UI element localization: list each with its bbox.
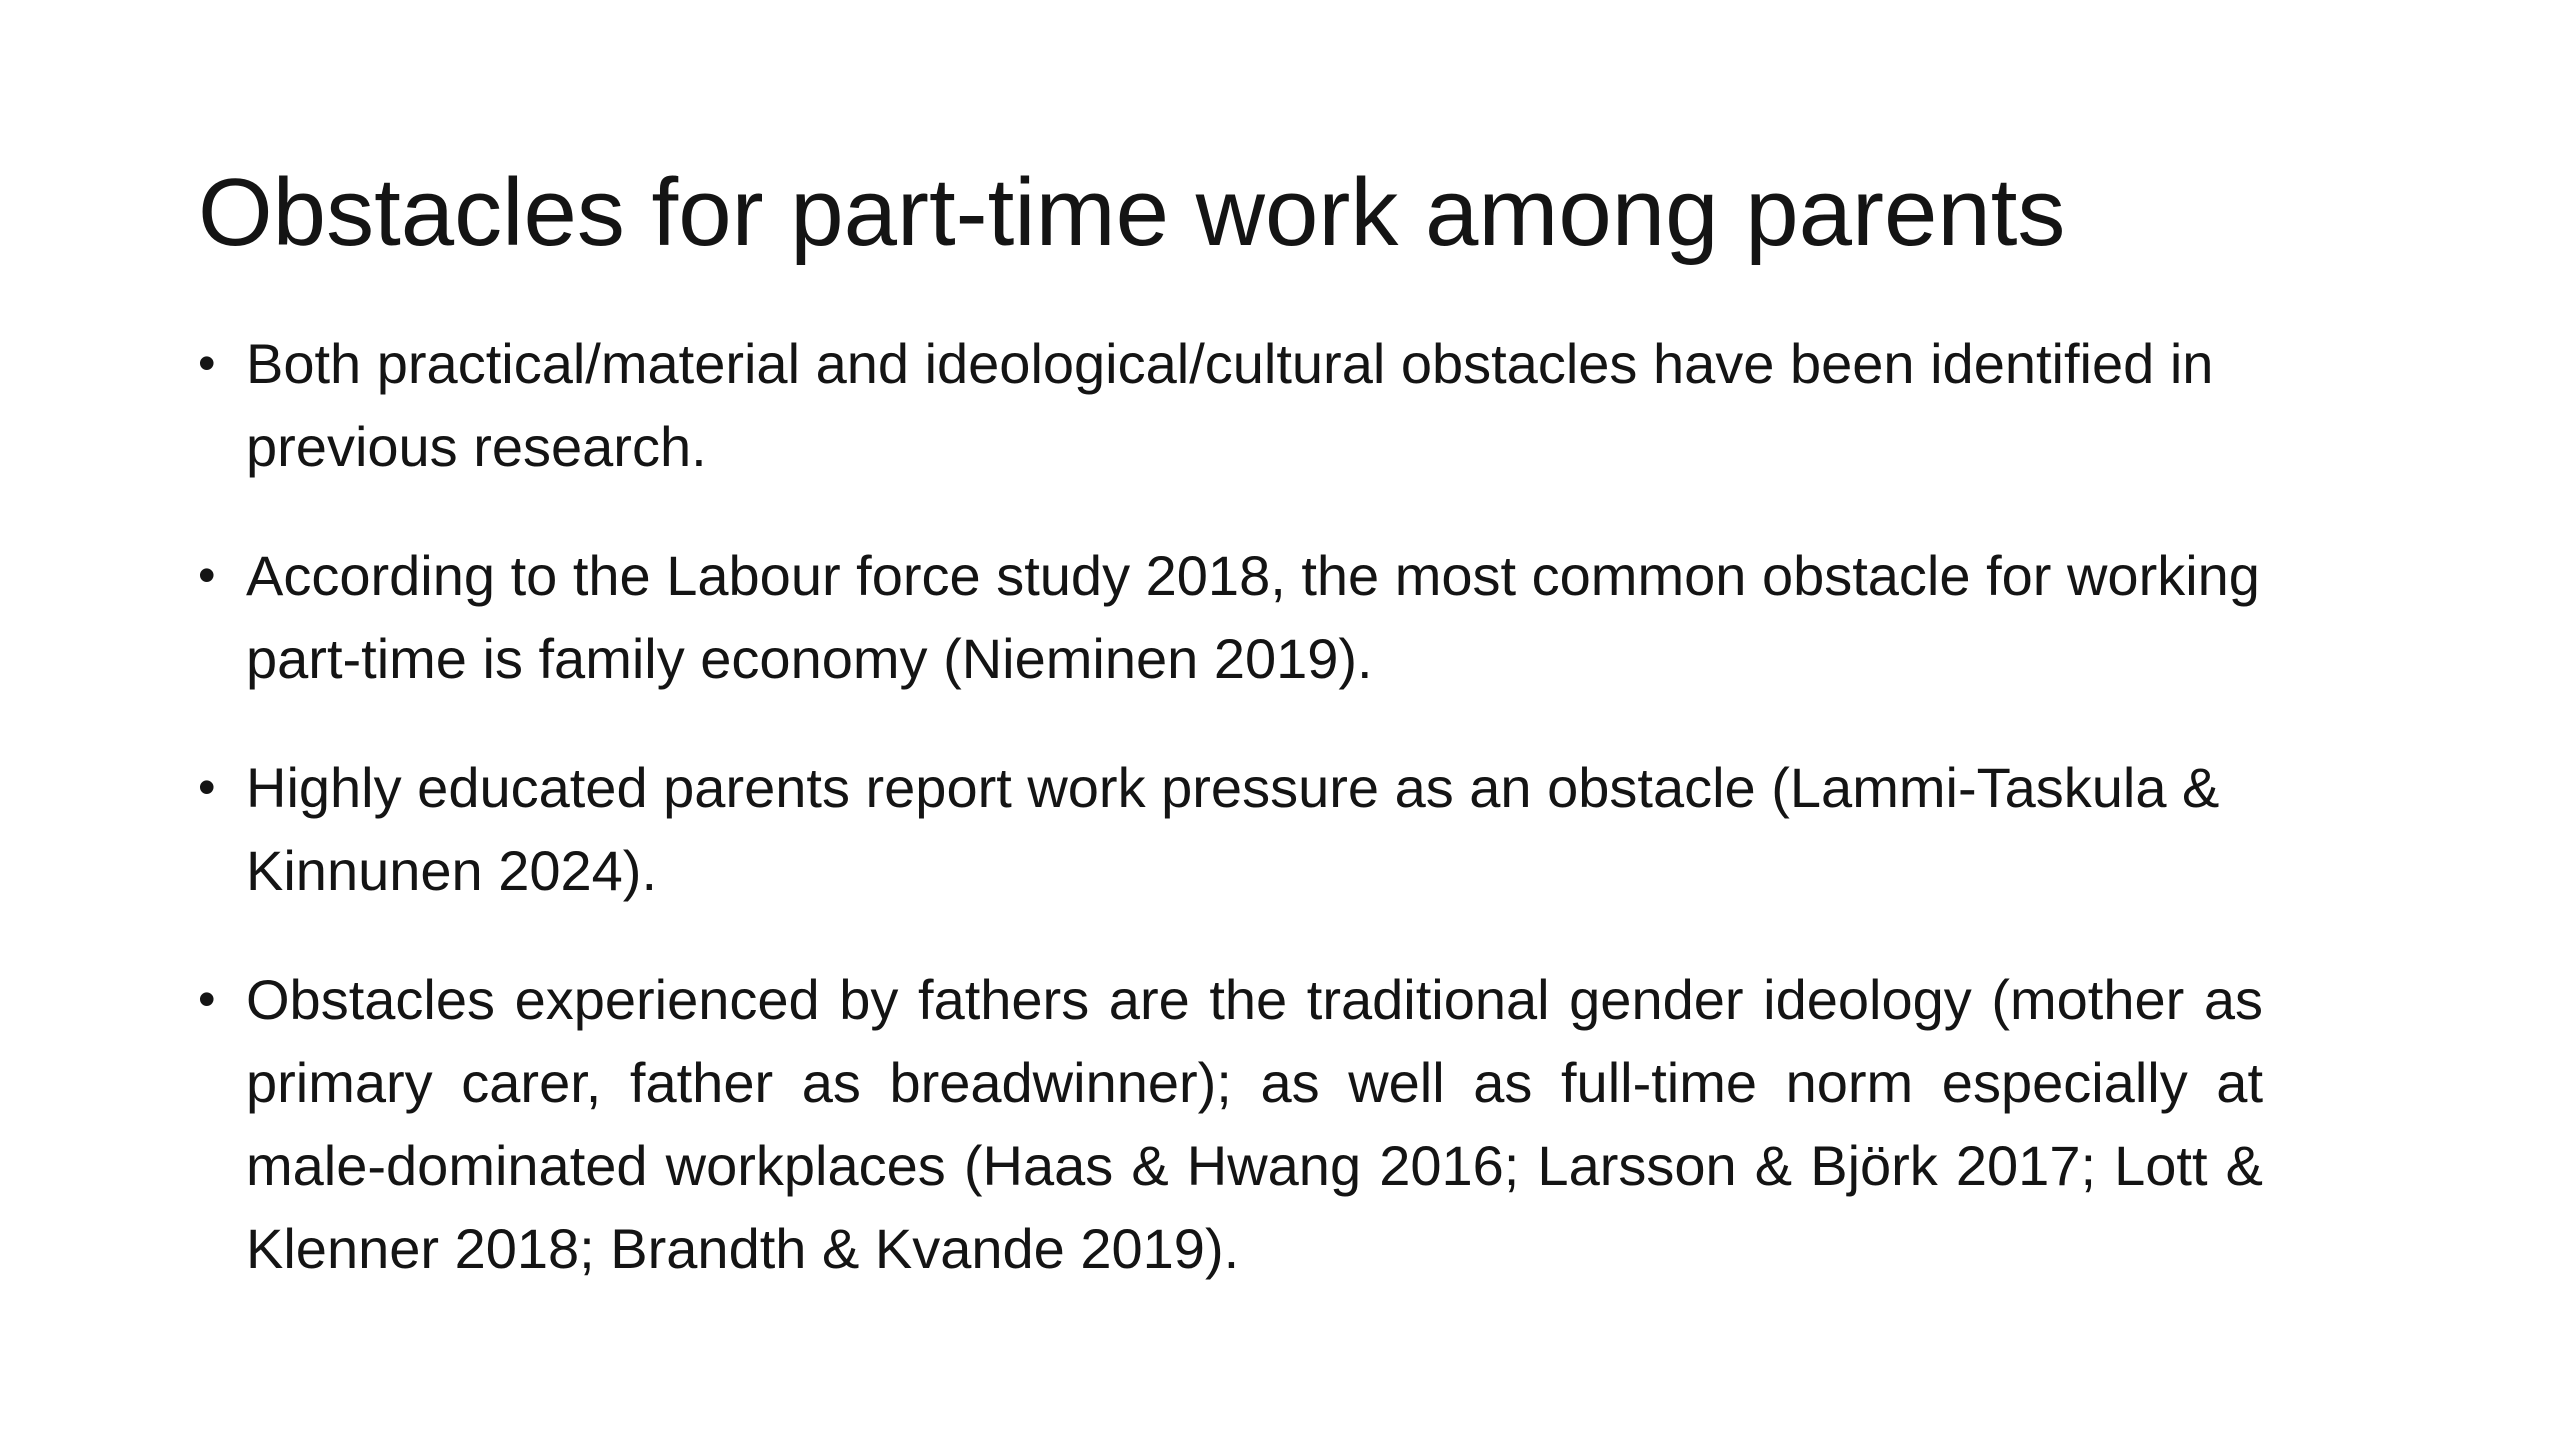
bullet-list — [198, 322, 2263, 1336]
bullet-dot-icon: • — [198, 759, 216, 815]
bullet-text: Both practical/material and ideological/cultural obstacles have been identified in previous research. — [246, 332, 2214, 478]
bullet-dot-icon: • — [198, 971, 216, 1027]
bullet-dot-icon: • — [198, 547, 216, 603]
bullet-item-fathers-obstacles — [198, 958, 2263, 1290]
bullet-text: Highly educated parents report work pressure as an obstacle (Lammi-Taskula & Kinnunen 2024). — [246, 756, 2220, 902]
bullet-item-practical-obstacles — [198, 322, 2263, 488]
bullet-text: According to the Labour force study 2018, the most common obstacle for working part-time is family economy (Nieminen 2019). — [246, 544, 2260, 690]
bullet-item-labour-force-study — [198, 534, 2263, 700]
slide-title: Obstacles for part-time work among parents — [198, 159, 2066, 266]
bullet-dot-icon: • — [198, 335, 216, 391]
bullet-item-work-pressure — [198, 746, 2263, 912]
bullet-text: Obstacles experienced by fathers are the traditional gender ideology (mother as primary carer, father as breadwinner); as well as full-time norm especially at male-dominated workplaces (Haas & Hwang 2016; Larsson & Björk 2017; Lott & Klenner 2018; Brandth & Kvande 2019). — [246, 968, 2263, 1280]
